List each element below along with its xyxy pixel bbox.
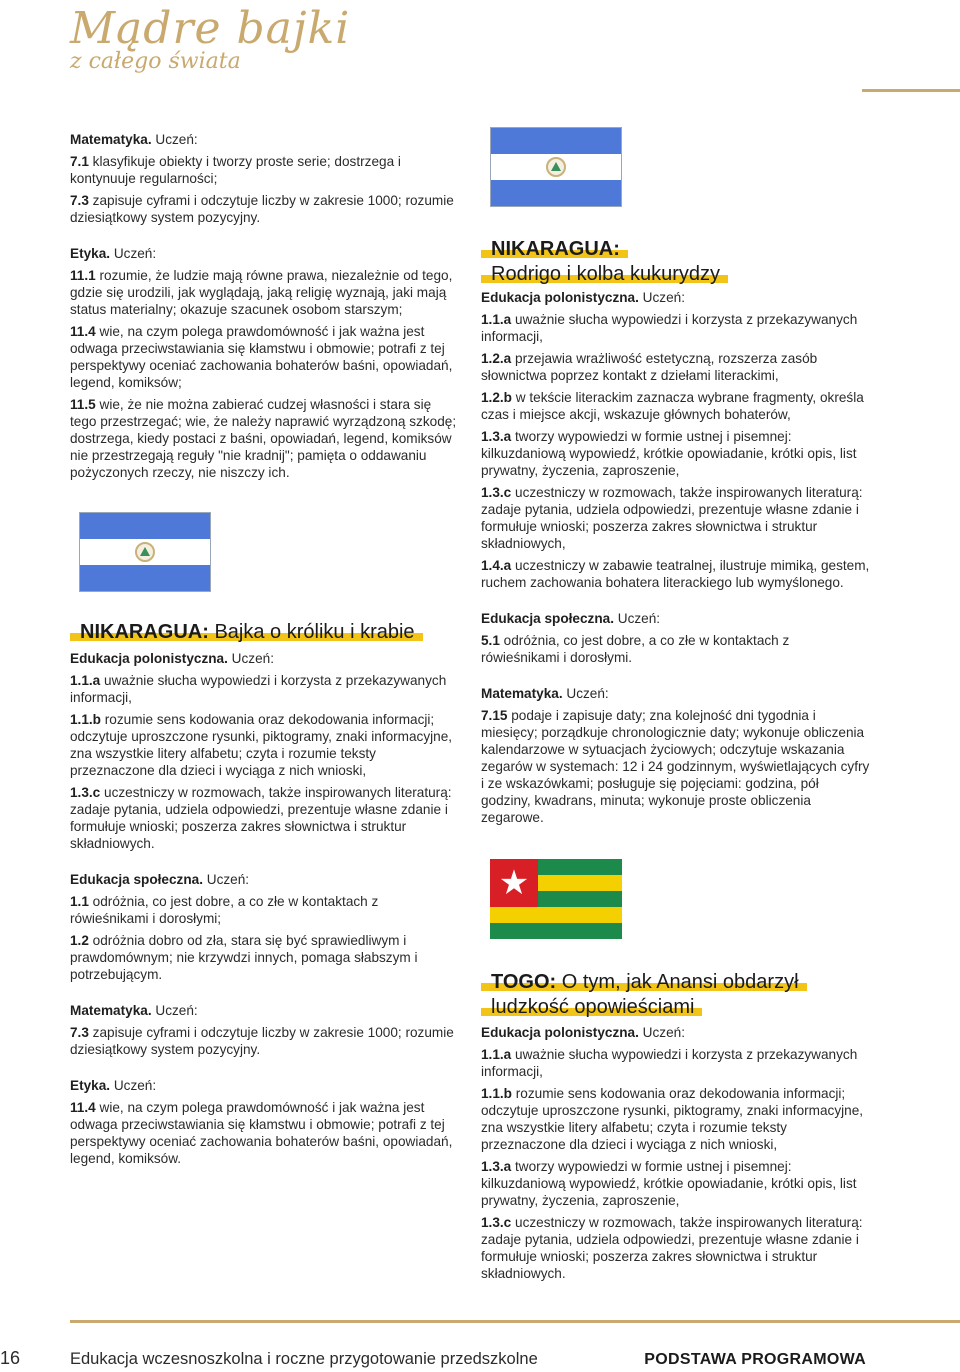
curriculum-item xyxy=(481,389,871,423)
heading-title: Rodrigo i kolba kukurydzy xyxy=(491,263,720,285)
item-code: 1.2 xyxy=(70,933,89,948)
subject-suffix: Uczeń: xyxy=(110,1078,157,1093)
flag-togo xyxy=(490,859,622,939)
item-code: 7.1 xyxy=(70,154,89,169)
item-code: 1.3.c xyxy=(481,1215,512,1230)
section-nicaragua-crab xyxy=(70,650,460,1167)
item-text: wie, na czym polega prawdomówność i jak ważna jest odwaga przeciwstawiania się kłamstwu i obmowie; potrafi z tej perspektywy oceniać zachowania bohaterów baśni, opowiadań, legend, komiksów. xyxy=(70,1100,453,1166)
item-code: 7.3 xyxy=(70,1025,89,1040)
heading-togo xyxy=(481,970,807,1020)
item-code: 1.1.a xyxy=(70,673,101,688)
item-text: zapisuje cyframi i odczytuje liczby w zakresie 1000; rozumie dziesiątkowy system pozycyjny. xyxy=(70,1025,454,1057)
subject-suffix: Uczeń: xyxy=(638,1025,685,1040)
curriculum-item xyxy=(481,1214,871,1282)
curriculum-item xyxy=(70,192,460,226)
item-code: 1.2.a xyxy=(481,351,512,366)
subject-heading xyxy=(481,289,871,306)
brand-subtitle: z całego świata xyxy=(70,49,241,74)
curriculum-item xyxy=(481,632,871,666)
subject-name: Edukacja społeczna. xyxy=(70,872,203,887)
item-code: 11.4 xyxy=(70,324,96,339)
subject-suffix: Uczeń: xyxy=(202,872,250,887)
curriculum-item xyxy=(481,1085,871,1153)
curriculum-item xyxy=(481,311,871,345)
brand-logo xyxy=(70,4,350,74)
subject-heading xyxy=(481,685,871,702)
item-text: odróżnia dobro od zła, stara się być sprawiedliwym i prawdomównym; nie krzywdzi innych, pomaga słabszym i potrzebującym. xyxy=(70,933,418,982)
item-code: 11.5 xyxy=(70,397,96,412)
heading-nicaragua-crab xyxy=(70,620,423,644)
heading-country: NIKARAGUA: xyxy=(491,238,620,260)
coat-of-arms-icon xyxy=(546,157,566,177)
section-togo xyxy=(481,1024,871,1282)
section-nicaragua-rodrigo xyxy=(481,289,871,826)
subject-name: Edukacja polonistyczna. xyxy=(481,290,639,305)
curriculum-item xyxy=(481,707,871,826)
footer-text: Edukacja wczesnoszkolna i roczne przygotowanie przedszkolne xyxy=(70,1350,538,1368)
flag-nicaragua-left xyxy=(79,512,211,592)
item-text: w tekście literackim zaznacza wybrane fragmenty, określa czas i miejsce akcji, wskazuje głównych bohaterów, xyxy=(481,390,864,422)
curriculum-item xyxy=(70,267,460,318)
footer-section-label: PODSTAWA PROGRAMOWA xyxy=(644,1351,866,1368)
curriculum-item xyxy=(481,1046,871,1080)
curriculum-item xyxy=(481,1158,871,1209)
item-code: 1.3.a xyxy=(481,1159,512,1174)
item-text: wie, na czym polega prawdomówność i jak ważna jest odwaga przeciwstawiania się kłamstwu i obmowie; potrafi z tej perspektywy oceniać zachowania bohaterów baśni, opowiadań, legend, komiksów; xyxy=(70,324,453,390)
item-text: klasyfikuje obiekty i tworzy proste serie; dostrzega i kontynuuje regularności; xyxy=(70,154,401,186)
heading-country: TOGO: xyxy=(491,971,557,993)
item-text: uważnie słucha wypowiedzi i korzysta z przekazywanych informacji, xyxy=(70,673,447,705)
subject-name: Etyka. xyxy=(70,246,111,261)
curriculum-item xyxy=(481,350,871,384)
curriculum-item xyxy=(70,932,460,983)
item-code: 1.1.b xyxy=(481,1086,512,1101)
subject-name: Matematyka. xyxy=(70,132,152,147)
subject-name: Edukacja polonistyczna. xyxy=(481,1025,639,1040)
item-text: uczestniczy w rozmowach, także inspirowanych literaturą: zadaje pytania, udziela odpowiedzi, prezentuje własne zdanie i formułuje wnioski; poszerza zakres słownictwa i struktur składniowych, xyxy=(481,485,863,551)
coat-of-arms-icon xyxy=(135,542,155,562)
flag-nicaragua-right xyxy=(490,127,622,207)
item-text: uczestniczy w rozmowach, także inspirowanych literaturą: zadaje pytania, udziela odpowiedzi, prezentuje własne zdanie i formułuje wnioski; poszerza zakres słownictwa i struktur składniowych. xyxy=(481,1215,863,1281)
brand-title: Mądre bajki xyxy=(70,3,351,54)
subject-name: Matematyka. xyxy=(481,686,563,701)
item-text: zapisuje cyframi i odczytuje liczby w zakresie 1000; rozumie dziesiątkowy system pozycyjny. xyxy=(70,193,454,225)
subject-heading xyxy=(70,245,460,262)
subject-heading xyxy=(70,1002,460,1019)
curriculum-item xyxy=(70,396,460,481)
item-code: 1.1 xyxy=(70,894,89,909)
heading-title-line2: ludzkość opowieściami xyxy=(491,996,695,1018)
item-code: 1.3.a xyxy=(481,429,512,444)
item-text: odróżnia, co jest dobre, a co złe w kontaktach z rówieśnikami i dorosłymi; xyxy=(70,894,379,926)
curriculum-item xyxy=(481,428,871,479)
item-text: tworzy wypowiedzi w formie ustnej i pisemnej: kilkuzdaniową wypowiedź, krótkie opowiadanie, krótki opis, list prywatny, życzenia, zaproszenie, xyxy=(481,429,857,478)
item-code: 1.3.c xyxy=(70,785,101,800)
subject-name: Edukacja społeczna. xyxy=(481,611,614,626)
header-rule xyxy=(862,89,960,92)
subject-heading xyxy=(70,131,460,148)
footer-rule xyxy=(70,1320,960,1323)
left-top-block xyxy=(70,131,460,481)
item-code: 1.1.b xyxy=(70,712,101,727)
page-number: 16 xyxy=(0,1348,21,1368)
item-code: 11.1 xyxy=(70,268,96,283)
subject-suffix: Uczeń: xyxy=(562,686,609,701)
subject-name: Etyka. xyxy=(70,1078,111,1093)
curriculum-item xyxy=(70,1099,460,1167)
curriculum-item xyxy=(481,557,871,591)
subject-heading xyxy=(70,871,460,888)
subject-name: Matematyka. xyxy=(70,1003,152,1018)
curriculum-item xyxy=(70,323,460,391)
subject-heading xyxy=(70,650,460,667)
item-code: 1.3.c xyxy=(481,485,512,500)
item-text: tworzy wypowiedzi w formie ustnej i pisemnej: kilkuzdaniową wypowiedź, krótkie opowiadanie, krótki opis, list prywatny, życzenia, zaproszenie, xyxy=(481,1159,857,1208)
item-code: 1.1.a xyxy=(481,312,512,327)
curriculum-item xyxy=(70,1024,460,1058)
item-code: 1.1.a xyxy=(481,1047,512,1062)
heading-title-line1: O tym, jak Anansi obdarzył xyxy=(556,971,799,993)
item-code: 11.4 xyxy=(70,1100,96,1115)
item-text: uważnie słucha wypowiedzi i korzysta z przekazywanych informacji, xyxy=(481,312,858,344)
curriculum-item xyxy=(70,893,460,927)
subject-heading xyxy=(481,1024,871,1041)
item-code: 7.3 xyxy=(70,193,89,208)
item-text: odróżnia, co jest dobre, a co złe w kontaktach z rówieśnikami i dorosłymi. xyxy=(481,633,790,665)
item-text: wie, że nie można zabierać cudzej własności i stara się tego przestrzegać; wie, że należy naprawić wyrządzoną szkodę; dostrzega, kiedy postaci z baśni, opowiadań, legend, komiksów nie przestrzegają reguły "nie kradnij"; pamięta o oddawaniu pożyczonych rzeczy, nie niszczy ich. xyxy=(70,397,457,480)
item-text: uważnie słucha wypowiedzi i korzysta z przekazywanych informacji, xyxy=(481,1047,858,1079)
curriculum-item xyxy=(70,711,460,779)
item-code: 1.4.a xyxy=(481,558,512,573)
item-code: 7.15 xyxy=(481,708,508,723)
item-text: przejawia wrażliwość estetyczną, rozszerza zasób słownictwa poprzez kontakt z dziełami literackimi, xyxy=(481,351,818,383)
curriculum-item xyxy=(70,153,460,187)
subject-heading xyxy=(481,610,871,627)
item-code: 5.1 xyxy=(481,633,500,648)
heading-nicaragua-rodrigo xyxy=(481,237,728,287)
subject-heading xyxy=(70,1077,460,1094)
heading-country: NIKARAGUA: xyxy=(80,621,209,643)
item-text: rozumie sens kodowania oraz dekodowania informacji; odczytuje uproszczone rysunki, piktogramy, znaki informacyjne, zna wszystkie litery alfabetu; czyta i rozumie teksty przeznaczone dla dzieci i wyciąga z nich wnioski, xyxy=(481,1086,864,1152)
heading-title: Bajka o króliku i krabie xyxy=(208,621,415,643)
curriculum-item xyxy=(70,784,460,852)
item-text: uczestniczy w zabawie teatralnej, ilustruje mimiką, gestem, ruchem zachowania bohatera literackiego lub wymyślonego. xyxy=(481,558,870,590)
item-text: rozumie sens kodowania oraz dekodowania informacji; odczytuje uproszczone rysunki, piktogramy, znaki informacyjne, zna wszystkie litery alfabetu; czyta i rozumie teksty przeznaczone dla dzieci i wyciąga z nich wnioski, xyxy=(70,712,453,778)
subject-suffix: Uczeń: xyxy=(151,132,198,147)
item-text: podaje i zapisuje daty; zna kolejność dni tygodnia i miesięcy; porządkuje chronologicznie daty; wykonuje obliczenia kalendarzowe w sytuacjach życiowych; odczytuje wskazania zegarów w systemach: 12 i 24 godzinnym, wyświetlających cyfry i ze wskazówkami; posługuje się pojęciami: godzina, pół godziny, kwadrans, minuta; wykonuje proste obliczenia zegarowe. xyxy=(481,708,870,825)
curriculum-item xyxy=(70,672,460,706)
subject-suffix: Uczeń: xyxy=(110,246,157,261)
subject-suffix: Uczeń: xyxy=(613,611,661,626)
curriculum-item xyxy=(481,484,871,552)
item-text: rozumie, że ludzie mają równe prawa, niezależnie od tego, gdzie się urodzili, jak wyglądają, jaką religię wyznają, jaki mają status materialny; okazuje szacunek osobom starszym; xyxy=(70,268,453,317)
item-code: 1.2.b xyxy=(481,390,512,405)
subject-suffix: Uczeń: xyxy=(227,651,274,666)
subject-suffix: Uczeń: xyxy=(638,290,685,305)
subject-name: Edukacja polonistyczna. xyxy=(70,651,228,666)
subject-suffix: Uczeń: xyxy=(151,1003,198,1018)
item-text: uczestniczy w rozmowach, także inspirowanych literaturą: zadaje pytania, udziela odpowiedzi, prezentuje własne zdanie i formułuje wnioski; poszerza zakres słownictwa i struktur składniowych. xyxy=(70,785,452,851)
star-icon: ★ xyxy=(490,859,538,907)
